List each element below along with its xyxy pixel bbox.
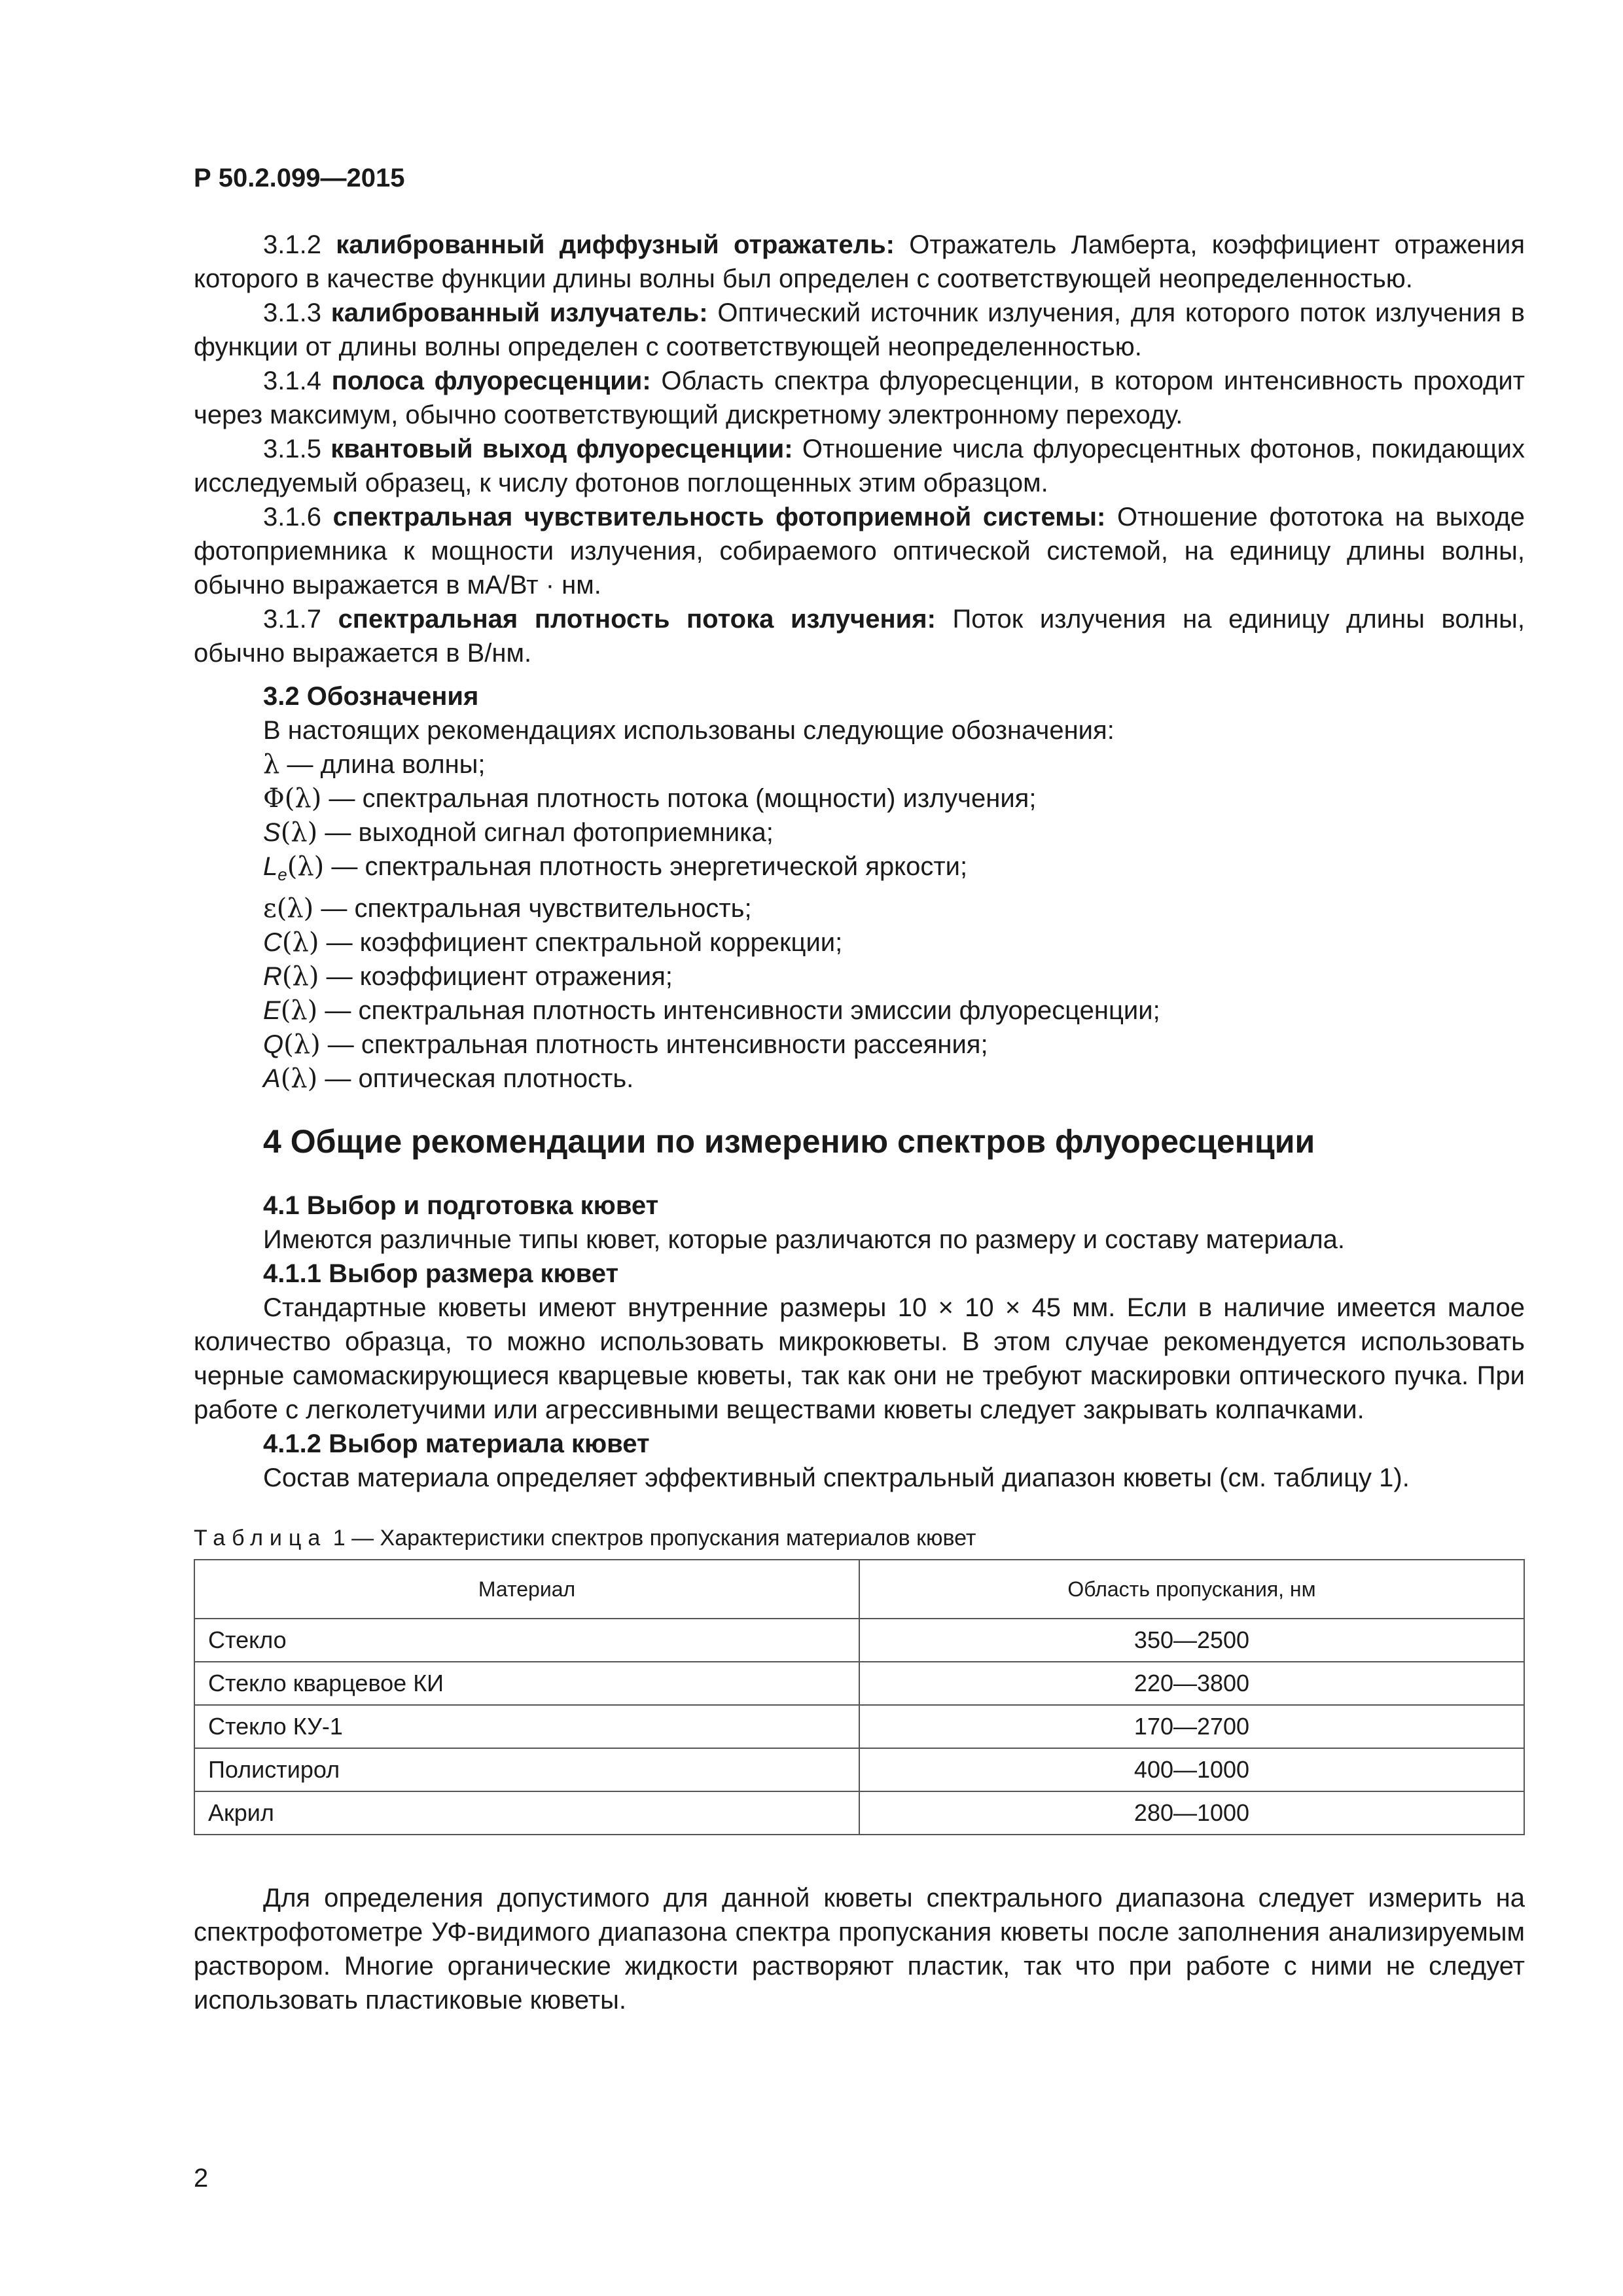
term-number: 3.1.7	[263, 605, 321, 634]
range-cell: 220—3800	[859, 1662, 1524, 1705]
term-number: 3.1.3	[263, 298, 321, 327]
symbol-argument: (λ)	[287, 852, 325, 882]
range-cell: 400—1000	[859, 1748, 1524, 1791]
document-code: Р 50.2.099—2015	[194, 164, 405, 192]
symbol-description: — коэффициент спектральной коррекции;	[319, 928, 843, 957]
symbol: ε(λ)	[263, 893, 314, 924]
term-name: калиброванный диффузный отражатель:	[336, 230, 895, 259]
term-name: калиброванный излучатель:	[330, 298, 708, 327]
symbol-description: — спектральная плотность интенсивности эмиссии флуоресценции;	[317, 996, 1160, 1025]
term-number: 3.1.2	[263, 230, 321, 259]
table-row	[194, 1791, 1524, 1835]
section-4-1-text: Имеются различные типы кювет, которые различаются по размеру и составу материала.	[263, 1225, 1346, 1254]
table-caption	[194, 1524, 1525, 1552]
term-name: полоса флуоресценции:	[331, 367, 651, 395]
symbol: E	[263, 996, 281, 1025]
symbol-argument: (λ)	[281, 927, 319, 958]
symbols-intro: В настоящих рекомендациях использованы следующие обозначения:	[263, 716, 1115, 745]
symbol-description: — спектральная чувствительность;	[313, 894, 752, 923]
section-4-1-2-heading: 4.1.2 Выбор материала кювет	[263, 1429, 650, 1458]
section-4-1-1-heading: 4.1.1 Выбор размера кювет	[263, 1259, 619, 1288]
table-row	[194, 1705, 1524, 1748]
symbol-subscript: e	[277, 865, 287, 884]
symbol: Φ(λ)	[263, 783, 322, 814]
term-definition: Отношение числа флуоресцентных фотонов, покидающих исследуемый образец, к числу фотонов поглощенных этим образцом.	[194, 435, 1525, 497]
section-4-1-heading: 4.1 Выбор и подготовка кювет	[263, 1191, 659, 1220]
term-definition: Область спектра флуоресценции, в котором интенсивность проходит через максимум, обычно соответствующий дискретному электронному переходу.	[194, 367, 1525, 429]
term-paragraph	[194, 364, 1525, 432]
symbol-item	[194, 994, 1525, 1028]
symbols-list	[194, 747, 1525, 1096]
material-cell: Полистирол	[194, 1748, 859, 1791]
symbol-item	[194, 960, 1525, 994]
range-cell: 170—2700	[859, 1705, 1524, 1748]
symbol-argument: (λ)	[283, 1030, 321, 1060]
section-4-1-1-text: Стандартные кюветы имеют внутренние размеры 10 × 10 × 45 мм. Если в наличие имеется малое количество образца, то можно использовать микрокюветы. В этом случае рекомендуется использовать черные самомаскирующиеся кварцевые кюветы, так как они не требуют маскировки оптического пучка. При работе с легколетучими или агрессивными веществами кюветы следует закрывать колпачками.	[194, 1293, 1525, 1424]
table-header-range: Область пропускания, нм	[859, 1560, 1524, 1619]
symbol-item	[194, 781, 1525, 816]
symbol-description: — оптическая плотность.	[317, 1064, 634, 1093]
page-number: 2	[194, 2164, 209, 2193]
table-caption-word: Таблица	[194, 1526, 327, 1551]
table-row	[194, 1619, 1524, 1662]
section-4-heading: 4 Общие рекомендации по измерению спектров флуоресценции	[263, 1123, 1315, 1160]
term-name: квантовый выход флуоресценции:	[330, 435, 793, 463]
term-paragraph	[194, 228, 1525, 296]
document-body	[194, 228, 1525, 2017]
symbol-item	[194, 1062, 1525, 1096]
section-4-1-2-text: Состав материала определяет эффективный спектральный диапазон кюветы (см. таблицу 1).	[263, 1463, 1410, 1492]
material-cell: Стекло КУ-1	[194, 1705, 859, 1748]
symbol-description: — выходной сигнал фотоприемника;	[317, 818, 774, 847]
symbol: S	[263, 818, 281, 847]
symbol-item	[194, 1028, 1525, 1062]
term-definition: Оптический источник излучения, для которого поток излучения в функции от длины волны определен с соответствующей неопределенностью.	[194, 298, 1525, 361]
symbol-description: — длина волны;	[279, 750, 486, 779]
symbol-item	[194, 747, 1525, 781]
term-definition: Отражатель Ламберта, коэффициент отражения которого в качестве функции длины волны был определен с соответствующей неопределенностью.	[194, 230, 1525, 293]
terms-list	[194, 228, 1525, 670]
symbol-description: — спектральная плотность потока (мощности) излучения;	[321, 784, 1037, 813]
symbol: L	[263, 852, 278, 881]
term-paragraph	[194, 602, 1525, 670]
range-cell: 280—1000	[859, 1791, 1524, 1835]
term-name: спектральная чувствительность фотоприемной системы:	[332, 503, 1106, 531]
symbol-argument: (λ)	[280, 1064, 318, 1094]
term-number: 3.1.4	[263, 367, 321, 395]
symbols-heading: 3.2 Обозначения	[263, 682, 479, 711]
symbol-item	[194, 816, 1525, 850]
term-paragraph	[194, 296, 1525, 364]
term-number: 3.1.6	[263, 503, 321, 531]
table-row	[194, 1748, 1524, 1791]
table-header-material: Материал	[194, 1560, 859, 1619]
symbol-argument: (λ)	[280, 996, 318, 1026]
table-header-row	[194, 1560, 1524, 1619]
materials-table	[194, 1559, 1525, 1835]
symbol-item	[194, 925, 1525, 960]
symbol: R	[263, 962, 282, 991]
symbol: Q	[263, 1030, 284, 1059]
term-name: спектральная плотность потока излучения:	[338, 605, 936, 634]
range-cell: 350—2500	[859, 1619, 1524, 1662]
symbol: C	[263, 928, 282, 957]
closing-paragraph: Для определения допустимого для данной кюветы спектрального диапазона следует измерить на спектрофотометре УФ-видимого диапазона спектра пропускания кюветы после заполнения анализируемым раствором. Многие органические жидкости растворяют пластик, так что при работе с ними не следует использовать пластиковые кюветы.	[194, 1884, 1525, 2015]
table-row	[194, 1662, 1524, 1705]
symbol-item	[194, 850, 1525, 891]
term-definition: Поток излучения на единицу длины волны, обычно выражается в В/нм.	[194, 605, 1525, 668]
symbol: λ	[263, 749, 280, 780]
symbol-description: — спектральная плотность интенсивности рассеяния;	[320, 1030, 988, 1059]
term-paragraph	[194, 432, 1525, 500]
symbol-argument: (λ)	[280, 817, 318, 848]
symbol-description: — коэффициент отражения;	[319, 962, 673, 991]
symbol-argument: (λ)	[281, 961, 319, 992]
material-cell: Стекло кварцевое КИ	[194, 1662, 859, 1705]
term-paragraph	[194, 500, 1525, 602]
term-number: 3.1.5	[263, 435, 321, 463]
symbol-item	[194, 891, 1525, 925]
symbol: A	[263, 1064, 281, 1093]
symbol-description: — спектральная плотность энергетической яркости;	[324, 852, 968, 881]
term-definition: Отношение фототока на выходе фотоприемника к мощности излучения, собираемого оптической системой, на единицу длины волны, обычно выражается в мА/Вт · нм.	[194, 503, 1525, 600]
material-cell: Стекло	[194, 1619, 859, 1662]
material-cell: Акрил	[194, 1791, 859, 1835]
table-caption-text: 1 — Характеристики спектров пропускания материалов кювет	[327, 1526, 976, 1551]
